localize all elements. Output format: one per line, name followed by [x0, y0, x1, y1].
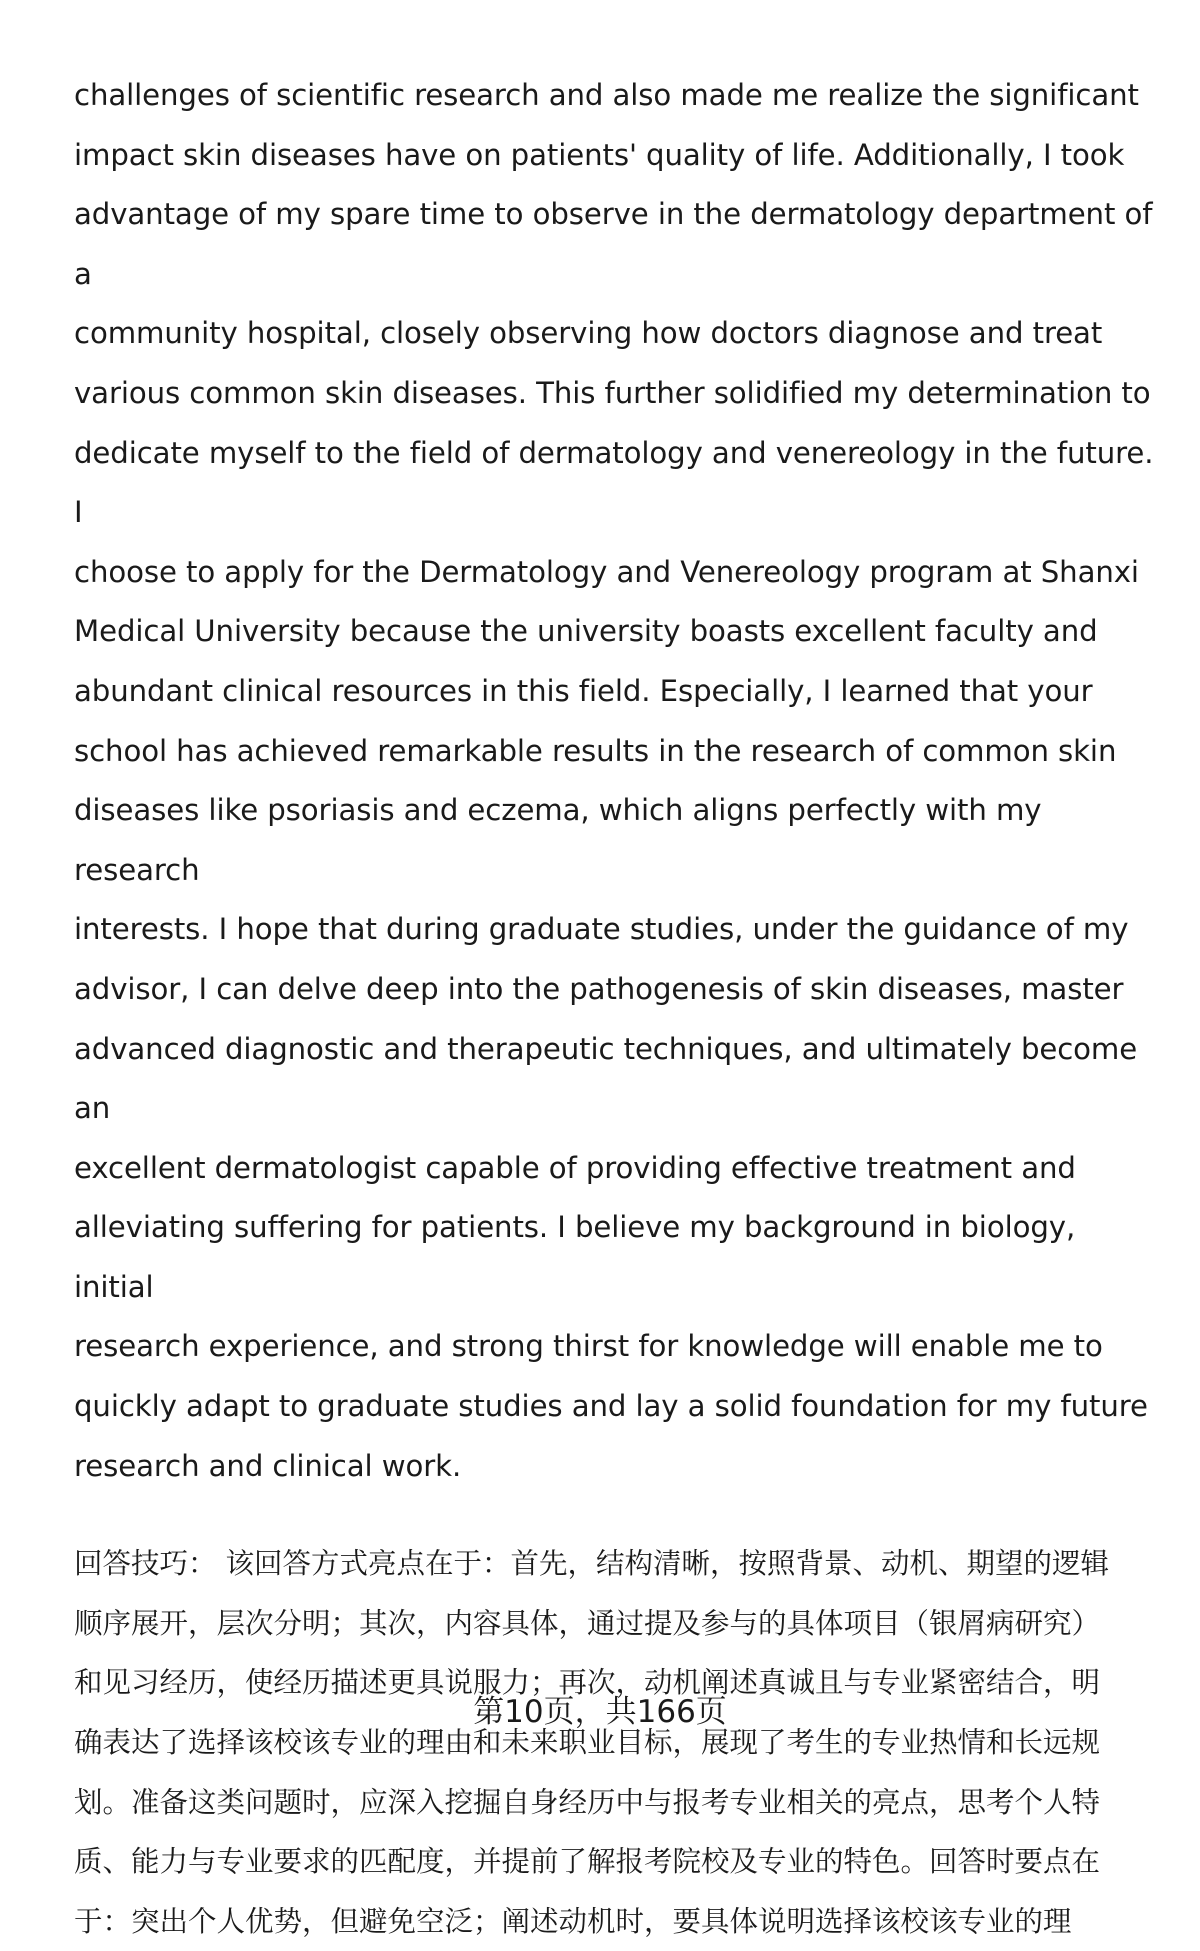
document-page — [74, 66, 1154, 1951]
english-answer-paragraph: challenges of scientific research and also made me realize the significant impact skin diseases have on patients' quality of life. Additionally, I took advantage of my spare time to observe in the dermatology department of a community hospital, closely observing how doctors diagnose and treat various common skin diseases. This further solidified my determination to dedicate myself to the field of dermatology and venereology in the future. I choose to apply for the Dermatology and Venereology program at Shanxi Medical University because the university boasts excellent faculty and abundant clinical resources in this field. Especially, I learned that your school has achieved remarkable results in the research of common skin diseases like psoriasis and eczema, which aligns perfectly with my research interests. I hope that during graduate studies, under the guidance of my advisor, I can delve deep into the pathogenesis of skin diseases, master advanced diagnostic and therapeutic techniques, and ultimately become an excellent dermatologist capable of providing effective treatment and alleviating suffering for patients. I believe my background in biology, initial research experience, and strong thirst for knowledge will enable me to quickly adapt to graduate studies and lay a solid foundation for my future research and clinical work. — [74, 78, 1154, 1483]
page-number-footer: 第10页，共166页 — [473, 1694, 727, 1730]
answer-tips-paragraph: 回答技巧： 该回答方式亮点在于：首先，结构清晰，按照背景、动机、期望的逻辑 顺序展开，层次分明；其次，内容具体，通过提及参与的具体项目（银屑病研究） 和见习经历，使经历描述更具说服力；再次，动机阐述真诚且与专业紧密结合，明 确表达了选择该校该专业的理由和未来职业目标，展现了考生的专业热情和长远规 划。准备这类问题时，应深入挖掘自身经历中与报考专业相关的亮点，思考个人特 质、能力与专业要求的匹配度，并提前了解报考院校及专业的特色。回答时要点在 于：突出个人优势，但避免空泛；阐述动机时，要具体说明选择该校该专业的理 — [74, 1547, 1110, 1938]
